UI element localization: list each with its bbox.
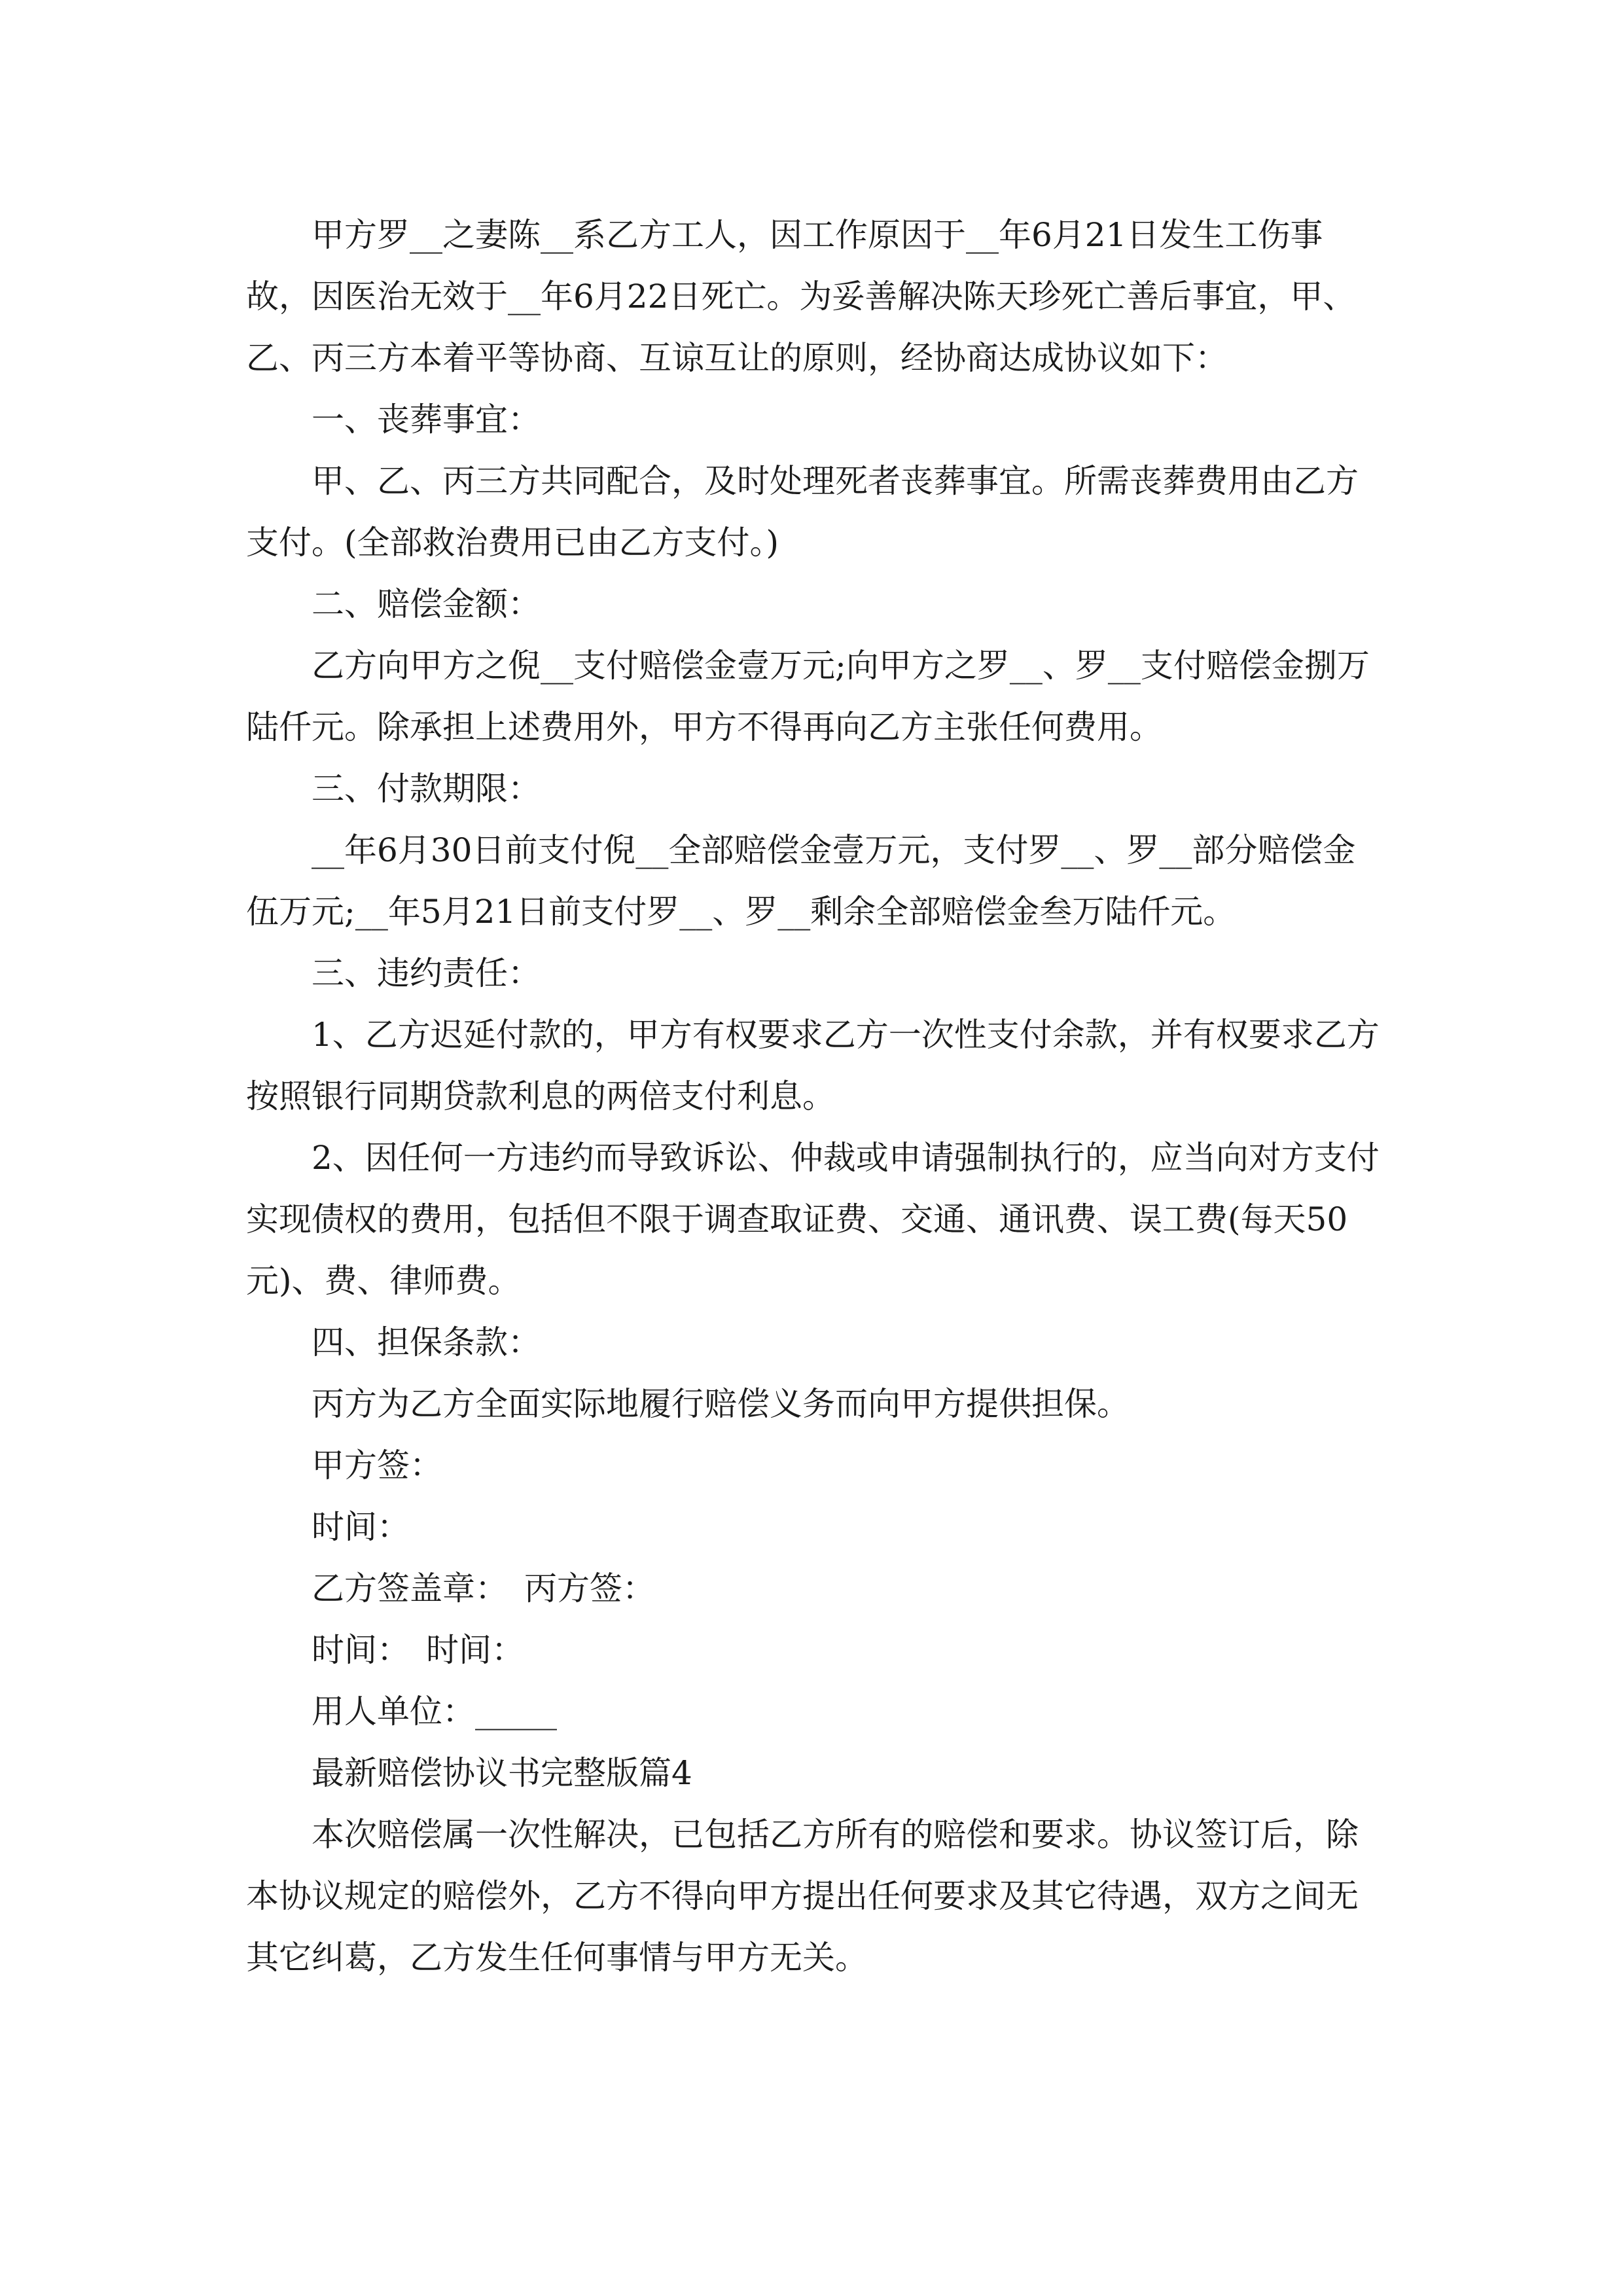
document-body [246, 204, 1381, 1988]
section-title: 最新赔偿协议书完整版篇4 [312, 1754, 692, 1792]
paragraph-guarantee: 丙方为乙方全面实际地履行赔偿义务而向甲方提供担保。 [312, 1385, 1130, 1423]
signature-party-b-c: 乙方签盖章： 丙方签： [312, 1570, 655, 1607]
heading-funeral: 一、丧葬事宜： [312, 401, 541, 439]
signature-time: 时间： [312, 1508, 410, 1546]
paragraph-breach-1: 1、乙方迟延付款的，甲方有权要求乙方一次性支付余款，并有权要求乙方按照银行同期贷款利息的两倍支付利息。 [246, 1016, 1380, 1115]
paragraph-payment-deadline: __年6月30日前支付倪__全部赔偿金壹万元，支付罗__、罗__部分赔偿金伍万元;__年5月21日前支付罗__、罗__剩余全部赔偿金叁万陆仟元。 [246, 831, 1356, 931]
heading-guarantee: 四、担保条款： [312, 1323, 541, 1361]
heading-breach-liability: 三、违约责任： [312, 954, 541, 992]
signature-party-a: 甲方签： [312, 1446, 442, 1484]
paragraph-funeral: 甲、乙、丙三方共同配合，及时处理死者丧葬事宜。所需丧葬费用由乙方支付。(全部救治费用已由乙方支付。) [246, 462, 1359, 562]
paragraph-intro: 甲方罗__之妻陈__系乙方工人，因工作原因于__年6月21日发生工伤事故，因医治无效于__年6月22日死亡。为妥善解决陈天珍死亡善后事宜，甲、乙、丙三方本着平等协商、互谅互让的原则，经协商达成协议如下： [246, 216, 1356, 377]
paragraph-breach-2: 2、因任何一方违约而导致诉讼、仲裁或申请强制执行的，应当向对方支付实现债权的费用，包括但不限于调查取证费、交通、通讯费、误工费(每天50元)、费、律师费。 [246, 1139, 1380, 1300]
heading-compensation-amount: 二、赔偿金额： [312, 585, 541, 623]
heading-payment-deadline: 三、付款期限： [312, 770, 541, 808]
paragraph-final: 本次赔偿属一次性解决，已包括乙方所有的赔偿和要求。协议签订后，除本协议规定的赔偿外，乙方不得向甲方提出任何要求及其它待遇，双方之间无其它纠葛，乙方发生任何事情与甲方无关。 [246, 1816, 1359, 1977]
signature-employer: 用人单位：_____ [312, 1693, 557, 1731]
signature-times: 时间： 时间： [312, 1631, 524, 1669]
paragraph-compensation-amount: 乙方向甲方之倪__支付赔偿金壹万元;向甲方之罗__、罗__支付赔偿金捌万陆仟元。除承担上述费用外，甲方不得再向乙方主张任何费用。 [246, 647, 1370, 746]
